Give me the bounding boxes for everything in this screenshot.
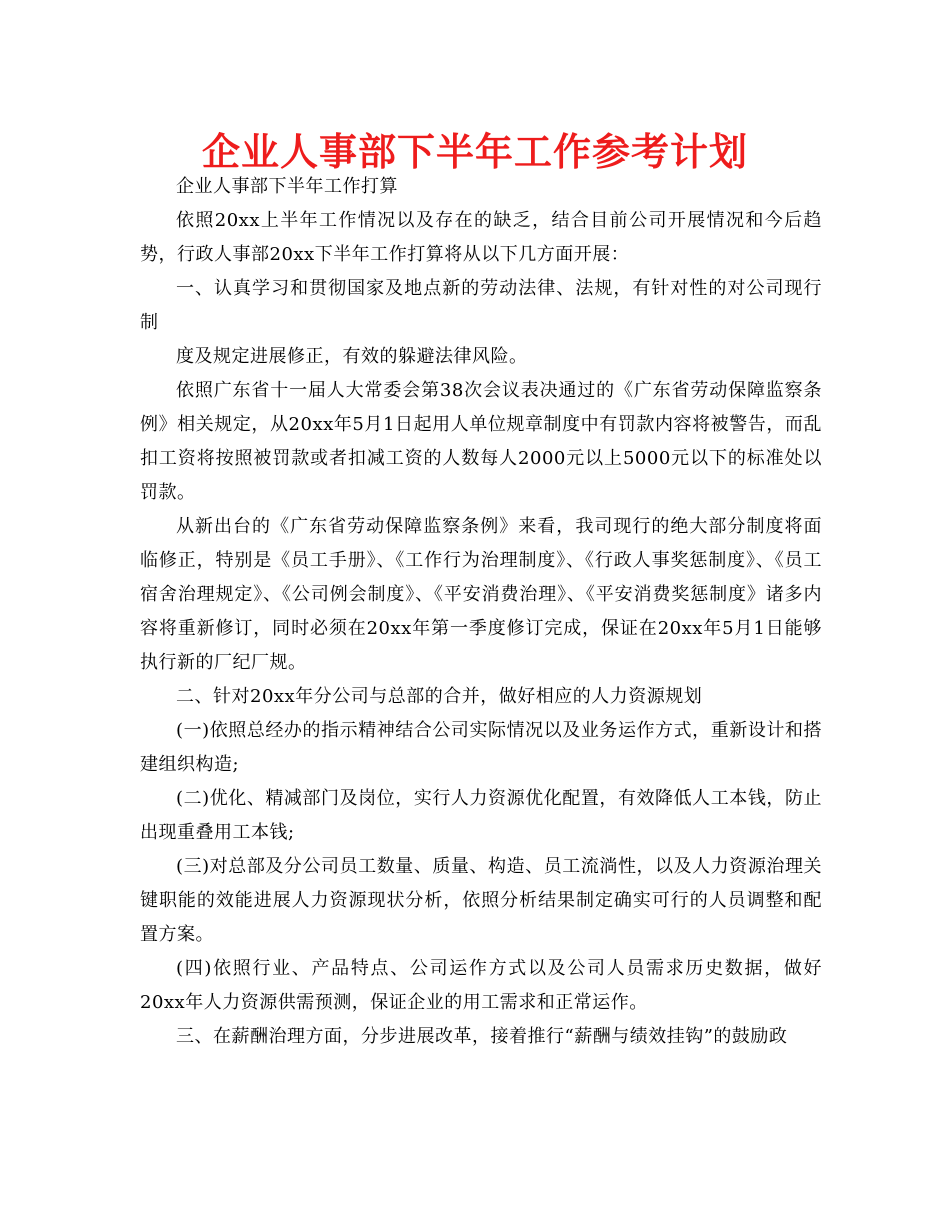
paragraph: (一)依照总经办的指示精神结合公司实际情况以及业务运作方式，重新设计和搭建组织构造; (140, 720, 822, 775)
paragraph: 依照20xx上半年工作情况以及存在的缺乏，结合目前公司开展情况和今后趋势，行政人事部20xx下半年工作打算将从以下几方面开展： (140, 210, 822, 265)
paragraph: (四)依照行业、产品特点、公司运作方式以及公司人员需求历史数据，做好20xx年人力资源供需预测，保证企业的用工需求和正常运作。 (140, 958, 822, 1013)
paragraph: 二、针对20xx年分公司与总部的合并，做好相应的人力资源规划 (176, 686, 703, 707)
paragraph: (三)对总部及分公司员工数量、质量、构造、员工流淌性，以及人力资源治理关键职能的效能进展人力资源现状分析，依照分析结果制定确实可行的人员调整和配置方案。 (140, 856, 822, 945)
paragraph: 一、认真学习和贯彻国家及地点新的劳动法律、法规，有针对性的对公司现行制 (140, 278, 822, 333)
document-title: 企业人事部下半年工作参考计划 (201, 130, 748, 174)
paragraph: 企业人事部下半年工作打算 (176, 176, 398, 197)
paragraph: 三、在薪酬治理方面，分步进展改革，接着推行“薪酬与绩效挂钩”的鼓励政 (176, 1026, 788, 1047)
paragraph: (二)优化、精减部门及岗位，实行人力资源优化配置，有效降低人工本钱，防止出现重叠用工本钱; (140, 788, 822, 843)
paragraph: 从新出台的《广东省劳动保障监察条例》来看，我司现行的绝大部分制度将面临修正，特别是《员工手册》、《工作行为治理制度》、《行政人事奖惩制度》、《员工宿舍治理规定》、《公司例会制度》、《平安消费治理》、《平安消费奖惩制度》诸多内容将重新修订，同时必须在20xx年第一季度修订完成，保证在20xx年5月1日能够执行新的厂纪厂规。 (140, 516, 822, 673)
document-body (140, 170, 822, 1054)
paragraph: 依照广东省十一届人大常委会第38次会议表决通过的《广东省劳动保障监察条例》相关规定，从20xx年5月1日起用人单位规章制度中有罚款内容将被警告，而乱扣工资将按照被罚款或者扣减工资的人数每人2000元以上5000元以下的标准处以罚款。 (140, 380, 822, 503)
paragraph: 度及规定进展修正，有效的躲避法律风险。 (176, 346, 528, 367)
